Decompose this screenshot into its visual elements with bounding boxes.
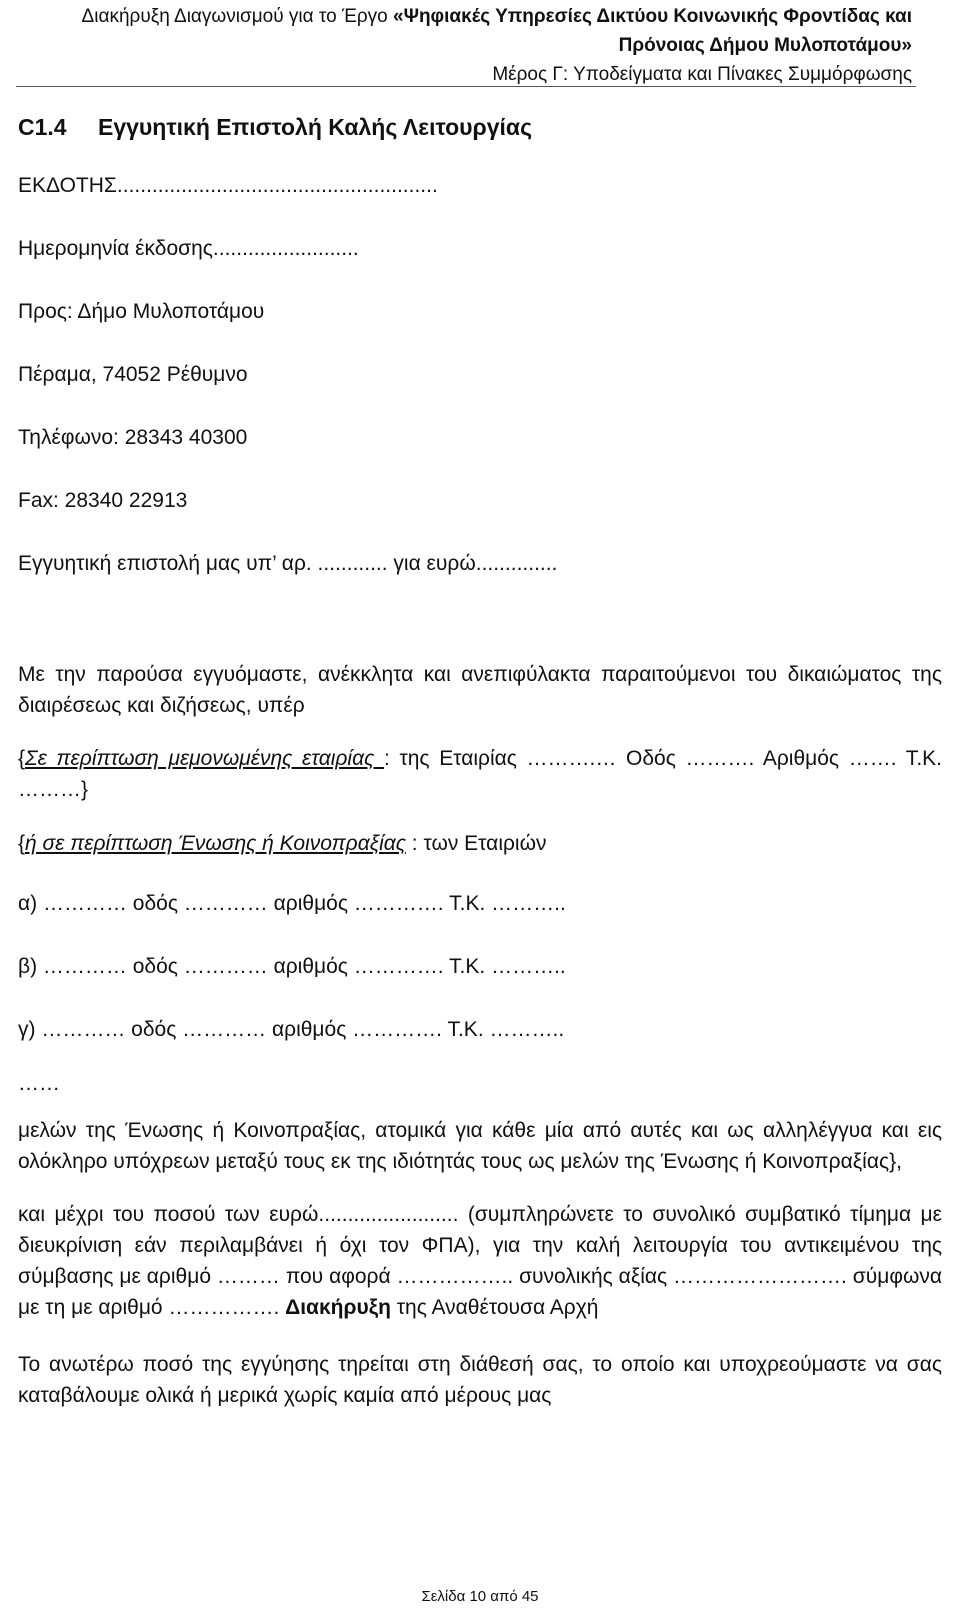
brace-open-2: {	[18, 832, 26, 855]
section-title-text: Εγγυητική Επιστολή Καλής Λειτουργίας	[98, 114, 533, 140]
single-company-details: : της Εταιρίας ……….… Οδός ………. Αριθμός ……. Τ.Κ. ………}	[18, 747, 942, 801]
address-line: Πέραμα, 74052 Ρέθυμνο	[18, 363, 248, 386]
member-b-line: β) ………… οδός ………… αριθμός …………. Τ.Κ. ………..	[18, 955, 566, 978]
paragraph-intro: Με την παρούσα εγγυόμαστε, ανέκκλητα και ανεπιφύλακτα παραιτούμενοι του δικαιώματος της διαιρέσεως και διζήσεως, υπέρ	[18, 663, 942, 717]
single-company-label: Σε περίπτωση μεμονωμένης εταιρίας	[25, 747, 384, 770]
fax-line: Fax: 28340 22913	[18, 489, 188, 512]
header-line-1	[12, 2, 912, 31]
header-section: Μέρος Γ: Υποδείγματα και Πίνακες Συμμόρφωσης	[492, 64, 912, 85]
joint-venture-details: : των Εταιριών	[405, 832, 547, 855]
joint-venture-label: ή σε περίπτωση Ένωσης ή Κοινοπραξίας	[25, 832, 406, 855]
issuer-line: ΕΚΔΟΤΗΣ.......................................................	[18, 174, 438, 197]
member-a-line: α) ………… οδός ………… αριθμός …………. Τ.Κ. ………..	[18, 892, 566, 915]
header-prefix: Διακήρυξη Διαγωνισμού για το Έργο	[81, 6, 393, 27]
paragraph-amount	[18, 1199, 942, 1323]
header-project-title: «Ψηφιακές Υπηρεσίες Δικτύου Κοινωνικής Φροντίδας και	[393, 6, 912, 27]
brace-open: {	[18, 747, 26, 770]
single-company-clause	[18, 743, 942, 805]
section-title	[18, 114, 942, 141]
section-number: C1.4	[18, 114, 67, 140]
recipient-line: Προς: Δήμο Μυλοποτάμου	[18, 300, 265, 323]
header-line-2: Πρόνοιας Δήμου Μυλοποτάμου»	[618, 35, 912, 56]
tender-notice-term: Διακήρυξη	[285, 1296, 391, 1319]
page-header	[12, 2, 912, 89]
paragraph-members: μελών της Ένωσης ή Κοινοπραξίας, ατομικά για κάθε μία από αυτές και ως αλληλέγγυα και εις ολόκληρο υπόχρεων μεταξύ τους εκ της ιδιότητάς τους ως μελών της Ένωσης ή Κοινοπραξίας},	[18, 1119, 942, 1173]
guarantee-reference: Εγγυητική επιστολή μας υπ’ αρ. ............ για ευρώ..............	[18, 552, 558, 575]
issue-date-line: Ημερομηνία έκδοσης.........................	[18, 237, 359, 260]
phone-line: Τηλέφωνο: 28343 40300	[18, 426, 248, 449]
page-number: Σελίδα 10 από 45	[421, 1588, 539, 1605]
amount-text-end: της Αναθέτουσα Αρχή	[390, 1296, 599, 1319]
joint-venture-clause	[18, 829, 942, 859]
member-c-line: γ) ………… οδός ………… αριθμός …………. Τ.Κ. ………..	[18, 1018, 565, 1041]
paragraph-availability: Το ανωτέρω ποσό της εγγύησης τηρείται στη διάθεσή σας, το οποίο και υποχρεούμαστε να σας καταβάλουμε ολικά ή μερικά χωρίς καμία από μέρους μας	[18, 1353, 942, 1407]
more-members-ellipsis: ……	[18, 1072, 60, 1095]
amount-text: και μέχρι του ποσού των ευρώ........................ (συμπληρώνετε το συνολικό συμβατικό τίμημα με διευκρίνιση εάν περιλαμβάνει ή όχι τον ΦΠΑ), για την καλή λειτουργία του αντικειμένου της σύμβασης με αριθμό ……… που αφορά …………….. συνολικής αξίας ……………………. σύμφωνα με τη με αριθμό …………….	[18, 1203, 942, 1319]
header-divider	[16, 86, 916, 87]
document-body	[18, 110, 942, 1411]
